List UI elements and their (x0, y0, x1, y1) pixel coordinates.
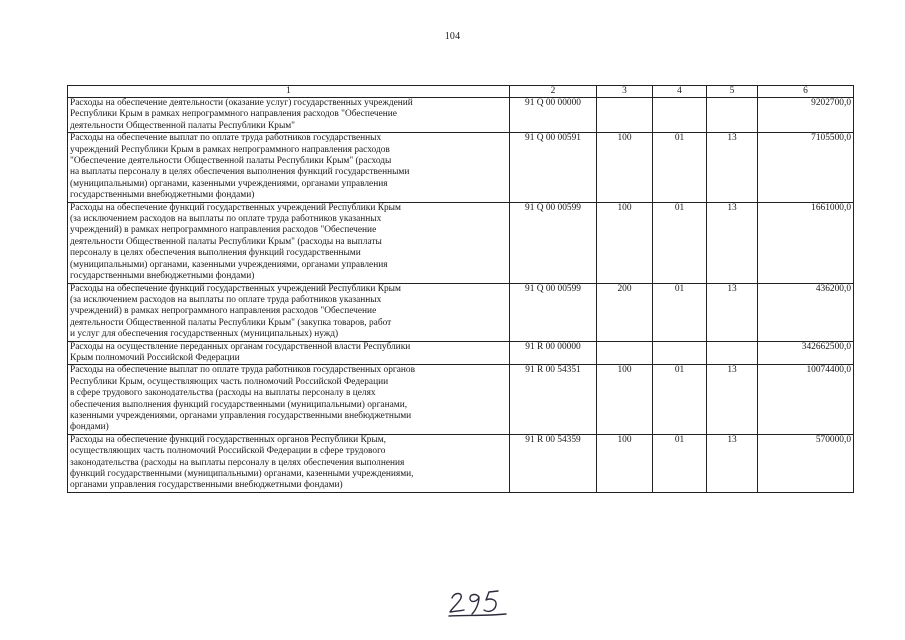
column-header: 6 (758, 86, 854, 98)
row-col-3 (597, 98, 653, 133)
column-header: 3 (597, 86, 653, 98)
row-col-3 (597, 341, 653, 365)
row-col-5: 13 (707, 434, 758, 492)
row-amount: 342662500,0 (758, 341, 854, 365)
row-amount: 10074400,0 (758, 365, 854, 434)
row-description: Расходы на обеспечение функций государственных органов Республики Крым, осуществляющих часть полномочий Российской Федерации в сфере трудового законодательства (расходы на выплаты персоналу в целях обеспечения выполнения функций государственными (муниципальными) органами, казенными учреждениями, органами управления государственными внебюджетными фондами) (68, 434, 510, 492)
row-col-3: 100 (597, 434, 653, 492)
row-code: 91 Q 00 00599 (510, 202, 597, 283)
row-code: 91 R 00 54351 (510, 365, 597, 434)
page-number: 104 (444, 31, 461, 42)
column-header: 1 (68, 86, 510, 98)
row-description: Расходы на обеспечение выплат по оплате труда работников государственных органов Республики Крым, осуществляющих часть полномочий Российской Федерации в сфере трудового законодательства (расходы на выплаты персоналу в целях обеспечения выполнения функций государственными (муниципальными) органами, казенными учреждениями, органами управления государственными внебюджетными фондами) (68, 365, 510, 434)
row-col-4 (653, 98, 707, 133)
row-col-5: 13 (707, 202, 758, 283)
table-row (68, 434, 854, 492)
row-col-5 (707, 98, 758, 133)
row-col-3: 100 (597, 365, 653, 434)
column-header: 2 (510, 86, 597, 98)
table-row (68, 202, 854, 283)
row-description: Расходы на осуществление переданных органам государственной власти Республики Крым полномочий Российской Федерации (68, 341, 510, 365)
table-row (68, 133, 854, 202)
table-row (68, 283, 854, 341)
row-code: 91 Q 00 00591 (510, 133, 597, 202)
row-amount: 1661000,0 (758, 202, 854, 283)
row-description: Расходы на обеспечение функций государственных учреждений Республики Крым (за исключением расходов на выплаты по оплате труда работников указанных учреждений) в рамках непрограммного направления расходов "Обеспечение деятельности Общественной палаты Республики Крым" (расходы на выплаты персоналу в целях обеспечения выполнения функций государственными (муниципальными) органами, казенными учреждениями, органами управления государственными внебюджетными фондами) (68, 202, 510, 283)
row-code: 91 R 00 00000 (510, 341, 597, 365)
column-header: 5 (707, 86, 758, 98)
row-col-4: 01 (653, 434, 707, 492)
row-amount: 7105500,0 (758, 133, 854, 202)
row-amount: 570000,0 (758, 434, 854, 492)
row-col-3: 100 (597, 133, 653, 202)
table-row (68, 341, 854, 365)
row-description: Расходы на обеспечение выплат по оплате труда работников государственных учреждений Республики Крым в рамках непрограммного направления расходов "Обеспечение деятельности Общественной палаты Республики Крым" (расходы на выплаты персоналу в целях обеспечения выполнения функций государственными (муниципальными) органами, казенными учреждениями, органами управления государственными внебюджетными фондами) (68, 133, 510, 202)
row-col-4: 01 (653, 202, 707, 283)
column-header: 4 (653, 86, 707, 98)
row-code: 91 Q 00 00599 (510, 283, 597, 341)
table-row (68, 365, 854, 434)
row-amount: 9202700,0 (758, 98, 854, 133)
row-col-4: 01 (653, 365, 707, 434)
row-col-4 (653, 341, 707, 365)
row-code: 91 Q 00 00000 (510, 98, 597, 133)
budget-table (67, 85, 854, 493)
row-col-3: 100 (597, 202, 653, 283)
table-row (68, 98, 854, 133)
row-col-5: 13 (707, 365, 758, 434)
row-col-3: 200 (597, 283, 653, 341)
row-col-5: 13 (707, 133, 758, 202)
row-col-4: 01 (653, 283, 707, 341)
row-col-5 (707, 341, 758, 365)
row-description: Расходы на обеспечение функций государственных учреждений Республики Крым (за исключением расходов на выплаты по оплате труда работников указанных учреждений) в рамках непрограммного направления расходов "Обеспечение деятельности Общественной палаты Республики Крым" (закупка товаров, работ и услуг для обеспечения государственных (муниципальных) нужд) (68, 283, 510, 341)
row-code: 91 R 00 54359 (510, 434, 597, 492)
table-header-row (68, 86, 854, 98)
row-col-5: 13 (707, 283, 758, 341)
row-description: Расходы на обеспечение деятельности (оказание услуг) государственных учреждений Республики Крым в рамках непрограммного направления расходов "Обеспечение деятельности Общественной палаты Республики Крым" (68, 98, 510, 133)
row-col-4: 01 (653, 133, 707, 202)
handwritten-page-number (446, 586, 512, 618)
row-amount: 436200,0 (758, 283, 854, 341)
